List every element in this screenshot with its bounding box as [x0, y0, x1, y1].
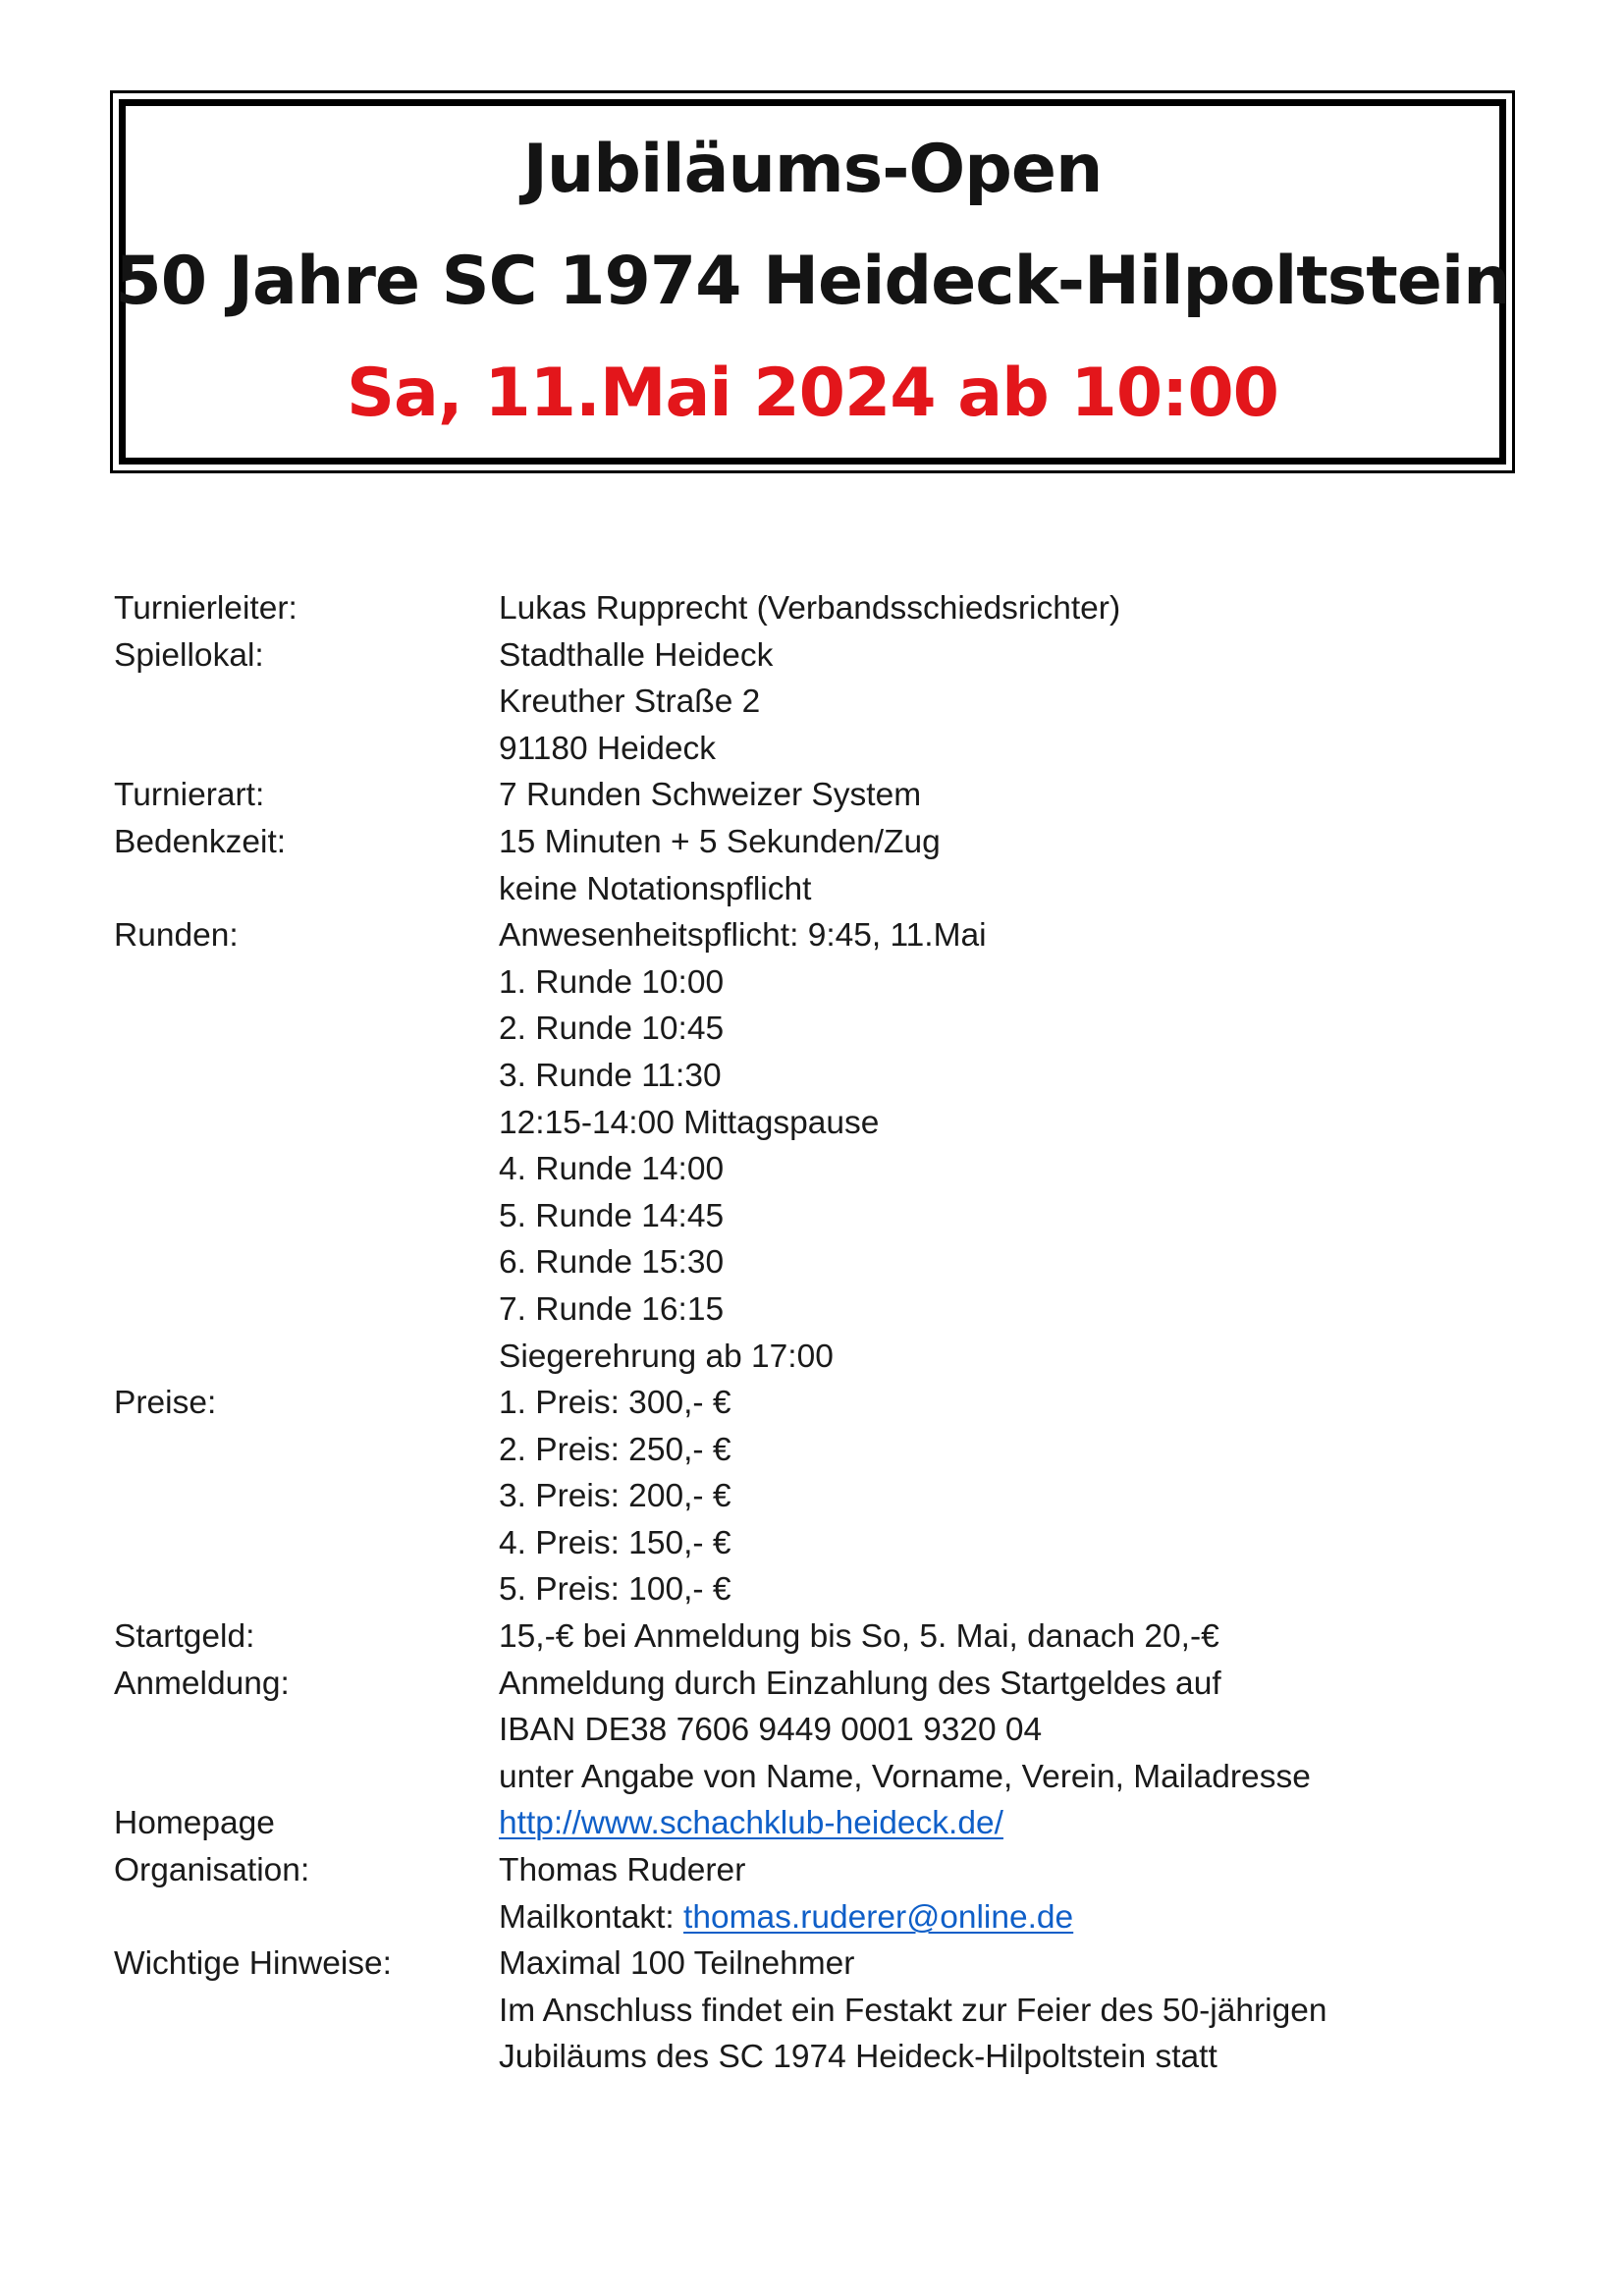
row-bedenkzeit [114, 819, 1528, 912]
value-spiellokal-city: 91180 Heideck [499, 730, 717, 767]
value-preis-1: 1. Preis: 300,- € [499, 1385, 731, 1422]
value-spiellokal-street: Kreuther Straße 2 [499, 683, 761, 721]
label-bedenkzeit: Bedenkzeit: [114, 823, 287, 860]
value-runde-4: 4. Runde 14:00 [499, 1151, 725, 1188]
value-runde-6: 6. Runde 15:30 [499, 1244, 725, 1282]
value-spiellokal-venue: Stadthalle Heideck [499, 636, 774, 674]
row-homepage [114, 1800, 1528, 1847]
row-runden [114, 912, 1528, 1380]
label-homepage: Homepage [114, 1805, 275, 1842]
label-spiellokal: Spiellokal: [114, 636, 264, 674]
value-anmeldung-iban: IBAN DE38 7606 9449 0001 9320 04 [499, 1712, 1043, 1749]
value-hinweise-teilnehmer: Maximal 100 Teilnehmer [499, 1945, 855, 1983]
info-table [114, 585, 1528, 2081]
mail-link[interactable]: thomas.ruderer@online.de [683, 1898, 1074, 1936]
value-runde-2: 2. Runde 10:45 [499, 1011, 725, 1048]
value-preis-2: 2. Preis: 250,- € [499, 1431, 731, 1468]
value-mittagspause: 12:15-14:00 Mittagspause [499, 1104, 880, 1141]
label-anmeldung: Anmeldung: [114, 1665, 290, 1702]
row-hinweise [114, 1941, 1528, 2081]
label-startgeld: Startgeld: [114, 1618, 255, 1656]
value-bedenkzeit-time: 15 Minuten + 5 Sekunden/Zug [499, 823, 941, 860]
event-subtitle: 50 Jahre SC 1974 Heideck-Hilpoltstein [115, 243, 1510, 320]
value-runde-5: 5. Runde 14:45 [499, 1197, 725, 1234]
title-box [110, 90, 1515, 473]
row-turnierart [114, 772, 1528, 819]
value-hinweise-festakt: Im Anschluss findet ein Festakt zur Feier des 50-jährigen [499, 1992, 1327, 2029]
value-runde-7: 7. Runde 16:15 [499, 1290, 725, 1328]
value-organisation-mail-line [499, 1894, 1528, 1941]
value-anmeldung-text: Anmeldung durch Einzahlung des Startgeldes auf [499, 1665, 1221, 1702]
value-runden-anwesenheit: Anwesenheitspflicht: 9:45, 11.Mai [499, 917, 987, 955]
homepage-link[interactable]: http://www.schachklub-heideck.de/ [499, 1805, 1003, 1842]
title-box-inner [115, 99, 1510, 465]
value-preis-5: 5. Preis: 100,- € [499, 1571, 731, 1609]
label-preise: Preise: [114, 1385, 217, 1422]
row-spiellokal [114, 632, 1528, 773]
value-startgeld: 15,-€ bei Anmeldung bis So, 5. Mai, danach 20,-€ [499, 1618, 1219, 1656]
value-runde-1: 1. Runde 10:00 [499, 963, 725, 1001]
value-runde-3: 3. Runde 11:30 [499, 1057, 722, 1094]
mail-prefix: Mailkontakt: [499, 1898, 684, 1936]
label-turnierleiter: Turnierleiter: [114, 590, 298, 627]
row-organisation [114, 1847, 1528, 1941]
label-turnierart: Turnierart: [114, 777, 265, 814]
value-siegerehrung: Siegerehrung ab 17:00 [499, 1338, 834, 1375]
value-turnierleiter: Lukas Rupprecht (Verbandsschiedsrichter) [499, 590, 1121, 627]
row-preise [114, 1380, 1528, 1613]
value-turnierart: 7 Runden Schweizer System [499, 777, 922, 814]
value-preis-4: 4. Preis: 150,- € [499, 1524, 731, 1561]
row-turnierleiter [114, 585, 1528, 632]
label-hinweise: Wichtige Hinweise: [114, 1945, 392, 1983]
row-startgeld [114, 1613, 1528, 1661]
event-title: Jubiläums-Open [522, 131, 1103, 208]
value-hinweise-jubilaeum: Jubiläums des SC 1974 Heideck-Hilpoltstein statt [499, 2039, 1217, 2076]
value-anmeldung-angabe: unter Angabe von Name, Vorname, Verein, Mailadresse [499, 1758, 1311, 1795]
event-date: Sa, 11.Mai 2024 ab 10:00 [347, 355, 1278, 432]
row-anmeldung [114, 1661, 1528, 1801]
value-bedenkzeit-notation: keine Notationspflicht [499, 870, 812, 907]
label-runden: Runden: [114, 917, 239, 955]
value-preis-3: 3. Preis: 200,- € [499, 1478, 731, 1515]
label-organisation: Organisation: [114, 1852, 310, 1889]
value-organisation-name: Thomas Ruderer [499, 1852, 746, 1889]
